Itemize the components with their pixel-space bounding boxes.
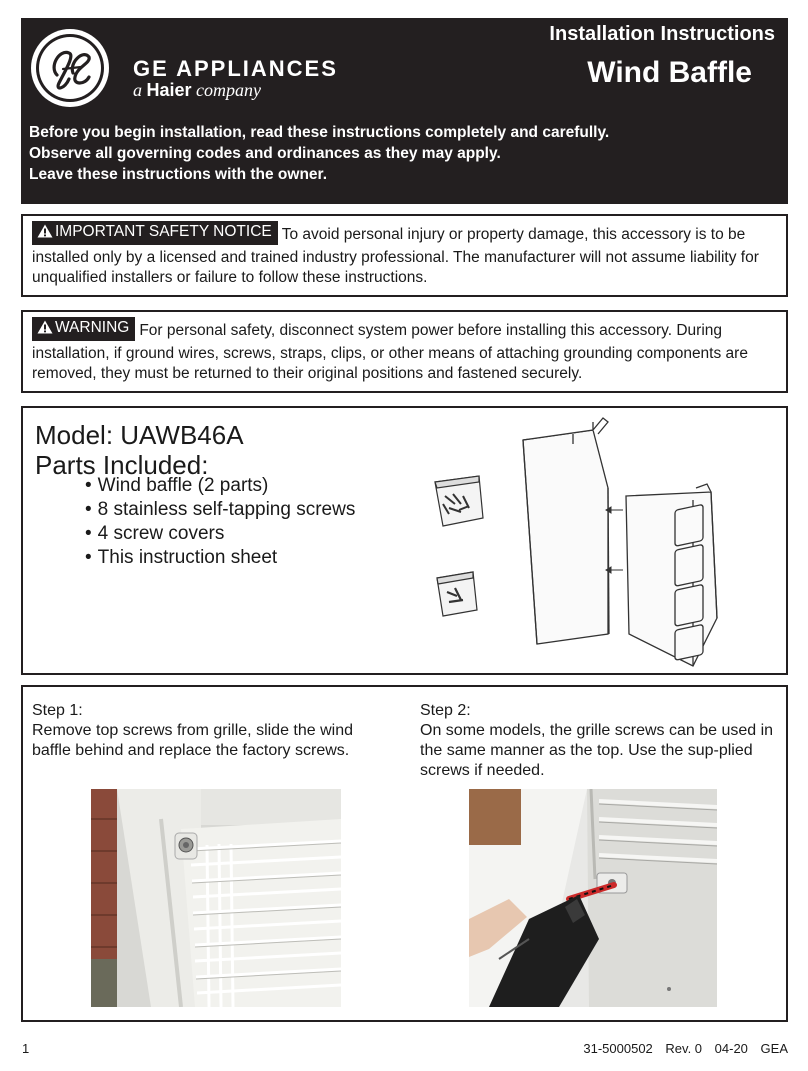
- tagline-brand: Haier: [146, 80, 192, 100]
- step-2: [420, 701, 788, 781]
- doc-revision: Rev. 0: [665, 1041, 703, 1056]
- doc-date: 04-20: [714, 1041, 748, 1056]
- intro-text: [29, 122, 609, 185]
- document-type: Installation Instructions: [549, 23, 775, 45]
- list-item: • 4 screw covers: [85, 522, 355, 546]
- baffle-panel-small: [626, 484, 717, 666]
- doc-number: 31-5000502: [583, 1041, 653, 1056]
- safety-notice-text: To avoid personal injury or property damage, this accessory is to be installed only by a licensed and trained industry professional. The manufacturer will not assume liability for unqualified installers or failure to follow these instructions.: [32, 226, 759, 286]
- page-number: 1: [22, 1041, 30, 1056]
- step-heading: Step 2:: [420, 702, 471, 719]
- warning-text: For personal safety, disconnect system power before installing this accessory. During installation, if ground wires, screws, straps, clips, or other means of attaching grounding components are removed, they must be returned to their original positions and fastened securely.: [32, 322, 748, 382]
- warning-box: [21, 310, 788, 393]
- parts-illustration: [413, 408, 783, 673]
- intro-line: Before you begin installation, read these instructions completely and carefully.: [29, 124, 610, 141]
- brand-tagline: [133, 80, 261, 101]
- document-title: Wind Baffle: [587, 56, 752, 89]
- brand-name: GE APPLIANCES: [133, 56, 338, 81]
- screw-cover-bag-icon: [437, 572, 477, 616]
- screw-bag-icon: [435, 476, 483, 526]
- tagline-suffix: company: [196, 80, 262, 100]
- parts-heading: Parts Included:: [35, 450, 209, 480]
- step-text: Remove top screws from grille, slide the wind baffle behind and replace the factory screws.: [32, 722, 354, 759]
- safety-notice-label-text: IMPORTANT SAFETY NOTICE: [55, 223, 272, 240]
- safety-notice-box: [21, 214, 788, 297]
- safety-notice-label: [32, 221, 278, 245]
- parts-box: [21, 406, 788, 675]
- step-1: [32, 701, 392, 761]
- header-banner: [21, 18, 788, 204]
- step-2-photo: [469, 789, 717, 1007]
- list-item: • 8 stainless self-tapping screws: [85, 498, 355, 522]
- step-heading: Step 1:: [32, 702, 83, 719]
- ge-logo-icon: [29, 27, 111, 109]
- model-number: Model: UAWB46A: [35, 420, 244, 450]
- steps-box: [21, 685, 788, 1022]
- warning-label-text: WARNING: [55, 319, 130, 336]
- warning-triangle-icon: [37, 320, 53, 334]
- doc-company: GEA: [760, 1041, 788, 1056]
- intro-line: Observe all governing codes and ordinances as they may apply.: [29, 145, 501, 162]
- baffle-panel-large: [523, 418, 609, 644]
- step-1-photo: [91, 789, 341, 1007]
- parts-list: [85, 474, 355, 570]
- step-text: On some models, the grille screws can be used in the same manner as the top. Use the sup-plied screws if needed.: [420, 722, 774, 779]
- list-item: • This instruction sheet: [85, 546, 355, 570]
- intro-line: Leave these instructions with the owner.: [29, 166, 328, 183]
- warning-triangle-icon: [37, 224, 53, 238]
- warning-label: [32, 317, 135, 341]
- list-item: • Wind baffle (2 parts): [85, 474, 355, 498]
- tagline-prefix: a: [133, 80, 142, 100]
- document-footer: [574, 1041, 788, 1056]
